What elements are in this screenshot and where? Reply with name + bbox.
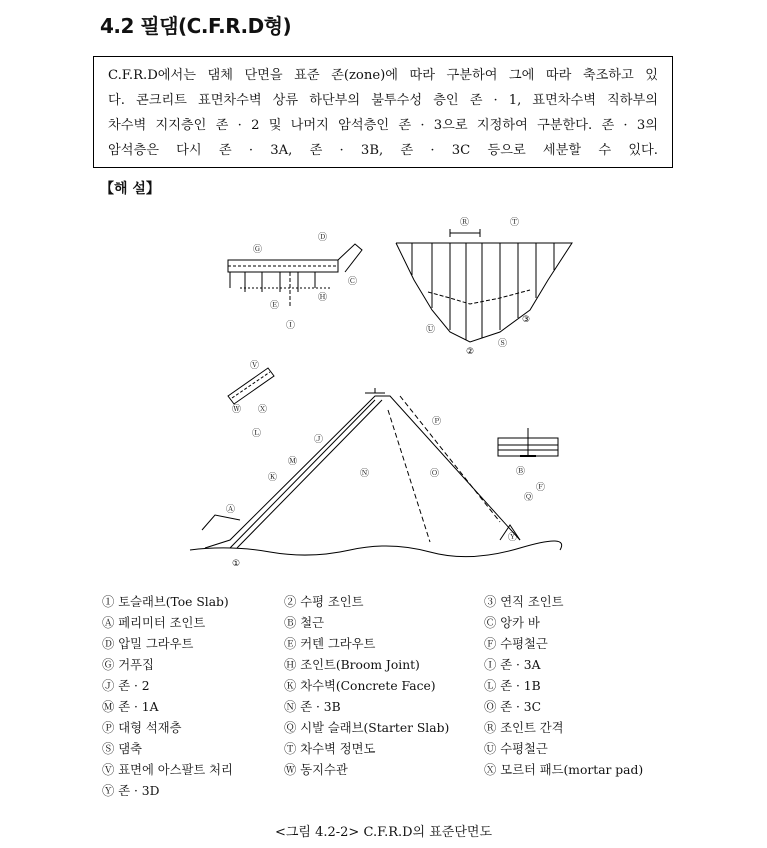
legend-item: Ⓧ 모르터 패드(mortar pad) — [484, 763, 644, 777]
diagram-label: Ⓔ — [270, 301, 280, 311]
legend-item: Ⓗ 조인트(Broom Joint) — [284, 658, 420, 672]
legend-item: Ⓔ 커텐 그라우트 — [284, 637, 376, 651]
diagram-label: Ⓠ — [524, 493, 534, 503]
legend-item: Ⓚ 차수벽(Concrete Face) — [284, 679, 436, 693]
figure-caption: <그림 4.2-2> C.F.R.D의 표준단면도 — [274, 825, 493, 840]
diagram-label: Ⓧ — [258, 405, 268, 415]
cfrd-cross-section-diagram — [0, 200, 767, 590]
diagram-label: Ⓥ — [250, 361, 260, 371]
notice-line: 암석층은 다시 존 · 3A, 존 · 3B, 존 · 3C 등으로 세분할 수 있다. — [108, 143, 658, 158]
legend-item: Ⓘ 존 · 3A — [484, 658, 541, 672]
diagram-label: Ⓨ — [508, 533, 518, 543]
legend-item: Ⓒ 앙카 바 — [484, 616, 540, 630]
diagram-label: ② — [466, 347, 475, 357]
diagram-label: Ⓐ — [226, 505, 236, 515]
diagram-label: Ⓚ — [268, 473, 278, 483]
diagram-label: Ⓘ — [286, 321, 296, 331]
diagram-label: ③ — [522, 315, 531, 325]
legend-item: Ⓙ 존 · 2 — [102, 679, 150, 693]
diagram-label: Ⓣ — [510, 218, 520, 228]
diagram-label: Ⓤ — [426, 325, 436, 335]
diagram-label: Ⓒ — [348, 277, 358, 287]
legend-item: Ⓓ 압밀 그라우트 — [102, 637, 194, 651]
face-reinforcement-detail — [228, 368, 274, 404]
diagram-label: Ⓟ — [432, 417, 442, 427]
legend-item: Ⓨ 존 · 3D — [102, 784, 160, 798]
legend-item: Ⓜ 존 · 1A — [102, 700, 159, 714]
valley-face-elevation — [396, 229, 572, 342]
legend-item: Ⓦ 동지수관 — [284, 763, 348, 777]
notice-line: 차수벽 지지층인 존 · 2 및 나머지 암석층인 존 · 3으로 지정하여 구분한다. 존 · 3의 — [108, 118, 658, 133]
legend-item: Ⓑ 철근 — [284, 616, 324, 630]
legend-list — [102, 592, 722, 802]
diagram-label: Ⓛ — [252, 429, 262, 439]
legend-item: Ⓟ 대형 석재층 — [102, 721, 182, 735]
legend-item: Ⓞ 존 · 3C — [484, 700, 542, 714]
diagram-label: ① — [232, 559, 241, 569]
notice-box — [93, 56, 673, 168]
legend-item: Ⓛ 존 · 1B — [484, 679, 541, 693]
diagram-label: Ⓙ — [314, 435, 324, 445]
diagram-label: Ⓑ — [516, 467, 526, 477]
main-dam-section — [190, 388, 562, 557]
legend-item: Ⓥ 표면에 아스팔트 처리 — [102, 763, 233, 777]
legend-item: Ⓐ 페리미터 조인트 — [102, 616, 206, 630]
notice-line: 다. 콘크리트 표면차수벽 상류 하단부의 불투수성 층인 존 · 1, 표면차수벽 직하부의 — [108, 93, 658, 108]
legend-item: Ⓖ 거푸집 — [102, 658, 154, 672]
diagram-label: Ⓦ — [232, 405, 242, 415]
vertical-joint-detail — [498, 428, 558, 456]
toe-slab-detail — [228, 244, 362, 308]
legend-item: ① 토슬래브(Toe Slab) — [102, 595, 229, 609]
diagram-label: Ⓓ — [318, 233, 328, 243]
legend-item: ③ 연직 조인트 — [484, 595, 564, 609]
diagram-label: Ⓝ — [360, 469, 370, 479]
legend-item: Ⓝ 존 · 3B — [284, 700, 341, 714]
section-title: 4.2 필댐(C.F.R.D형) — [100, 14, 292, 38]
commentary-heading: 【해 설】 — [100, 181, 160, 197]
diagram-label: Ⓡ — [460, 218, 470, 228]
legend-item: Ⓢ 댐축 — [102, 742, 142, 756]
legend-item: Ⓡ 조인트 간격 — [484, 721, 564, 735]
legend-item: Ⓕ 수평철근 — [484, 637, 548, 651]
legend-item: ② 수평 조인트 — [284, 595, 364, 609]
diagram-label: Ⓞ — [430, 469, 440, 479]
diagram-label: Ⓗ — [318, 293, 328, 303]
legend-item: Ⓤ 수평철근 — [484, 742, 548, 756]
legend-item: Ⓣ 차수벽 정면도 — [284, 742, 376, 756]
notice-line: C.F.R.D에서는 댐체 단면을 표준 존(zone)에 따라 구분하여 그에 따라 축조하고 있 — [108, 68, 658, 83]
legend-item: Ⓠ 시발 슬래브(Starter Slab) — [284, 721, 450, 735]
diagram-label: Ⓜ — [288, 457, 298, 467]
diagram-label: Ⓖ — [253, 245, 263, 255]
diagram-label: Ⓕ — [536, 483, 546, 493]
diagram-label: Ⓢ — [498, 339, 508, 349]
